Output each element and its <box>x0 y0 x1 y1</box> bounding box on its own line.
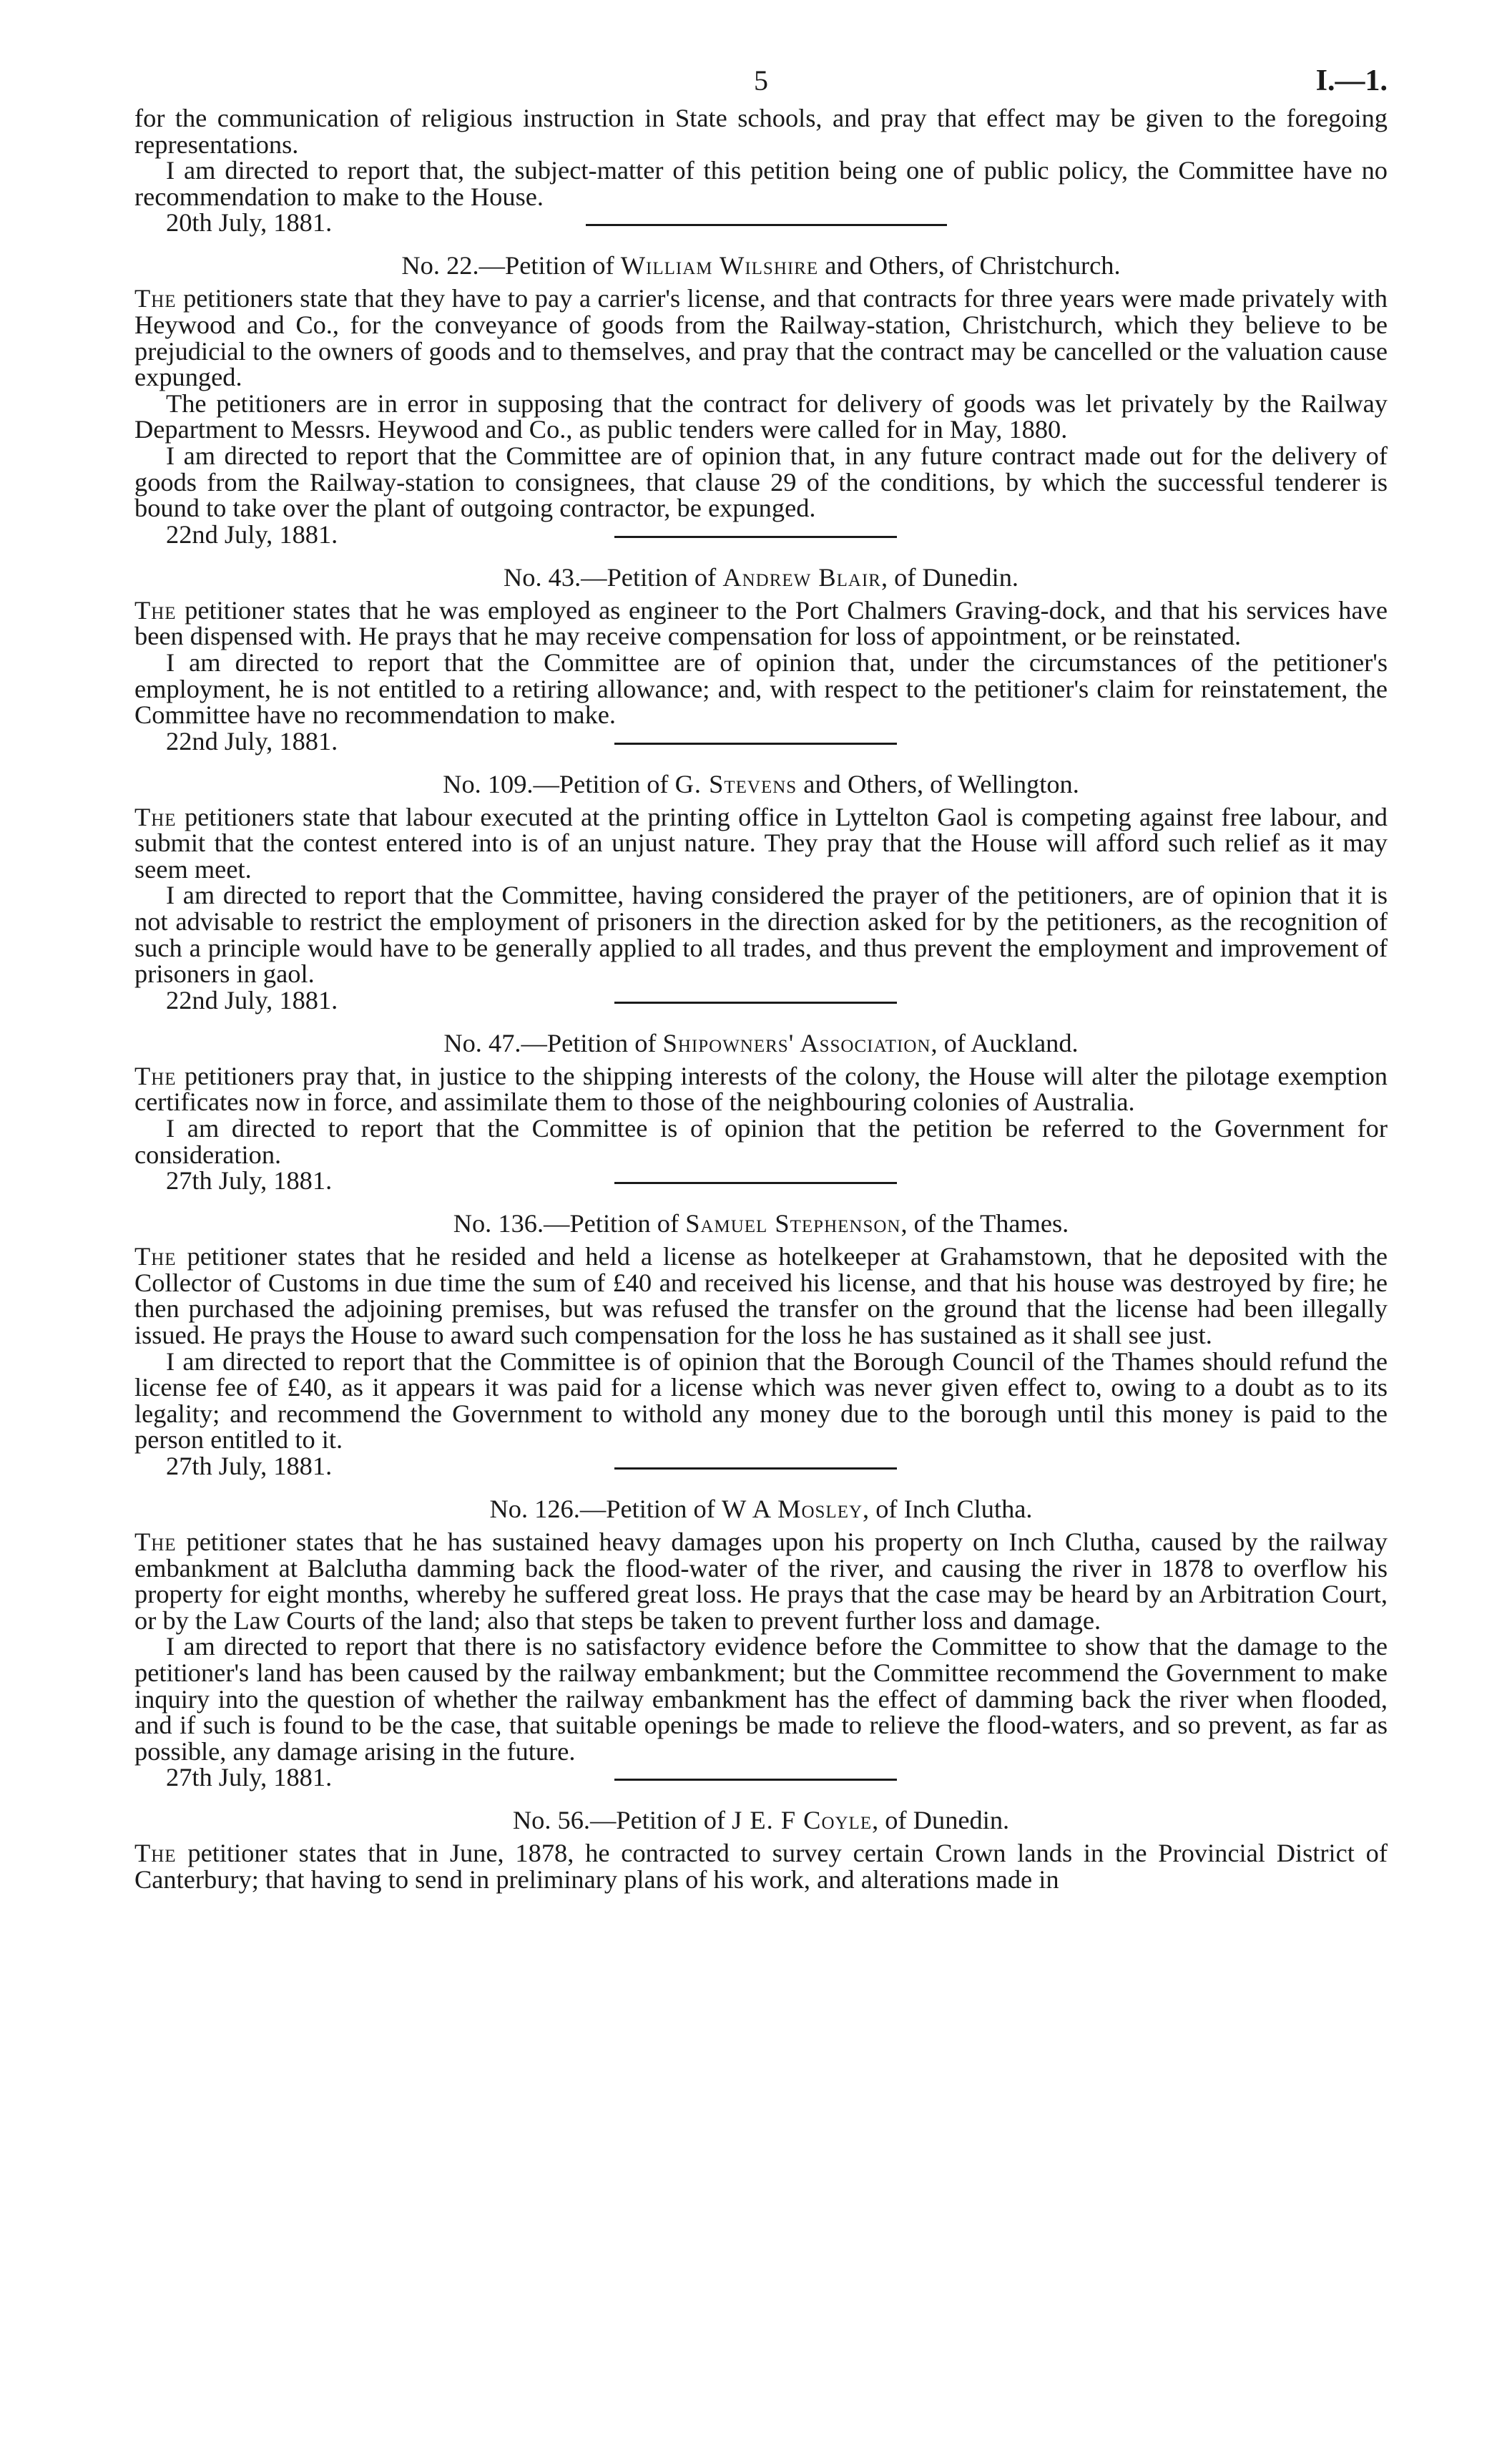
section-divider <box>614 1779 897 1781</box>
petition-heading <box>134 1030 1388 1057</box>
extra-paragraph: The petitioners are in error in supposing that the contract for delivery of goods was let privately by the Railway Department to Messrs. Heywood and Co., as public tenders were called for in May, 1880. <box>134 388 1388 444</box>
petition-origin: , of Dunedin. <box>880 562 1018 592</box>
petition-section <box>134 1807 1388 1892</box>
date-line <box>166 210 1388 236</box>
petition-section <box>134 564 1388 755</box>
petition-number: No. 22.—Petition of <box>401 251 621 280</box>
date-line <box>166 728 1388 755</box>
lead-word: The <box>134 595 177 625</box>
statement-paragraph <box>134 285 1388 390</box>
statement-text: petitioners state that they have to pay a carrier's license, and that contracts for three years were made privately with Heywood and Co., for the conveyance of goods from the Railway-station, Christchurch, which they believe to be prejudicial to the owners of goods and to themselves, and pray that the contract may be cancelled or the valuation cause expunged. <box>134 284 1388 392</box>
date-line <box>166 1168 1388 1194</box>
report-paragraph: I am directed to report that, the subject-matter of this petition being one of public policy, the Committee have no recommendation to make to the House. <box>134 156 1388 211</box>
petition-number: No. 109.—Petition of <box>443 769 675 798</box>
report-date: 22nd July, 1881. <box>166 519 338 549</box>
petition-origin: and Others, of Wellington. <box>797 769 1079 798</box>
petitioner-name: G. Stevens <box>674 769 797 798</box>
statement-paragraph <box>134 1063 1388 1115</box>
petitioner-name: J E. F Coyle <box>732 1806 873 1835</box>
petition-origin: , of Inch Clutha. <box>863 1494 1033 1523</box>
lead-word: The <box>134 802 177 831</box>
section-divider <box>614 1002 897 1004</box>
petition-heading <box>134 1496 1388 1522</box>
statement-text: petitioner states that he resided and held a license as hotelkeeper at Grahamstown, that he deposited with the Collector of Customs in due time the sum of £40 and received his license, and that his house was destroyed by fire; he then purchased the adjoining premises, but was refused the transfer on the ground that the license had been illegally issued. He prays the House to award such compensation for the loss he has sustained as it shall see just. <box>134 1242 1388 1349</box>
petition-heading <box>134 564 1388 591</box>
petition-number: No. 47.—Petition of <box>443 1028 663 1057</box>
statement-text: petitioners pray that, in justice to the shipping interests of the colony, the House will alter the pilotage exemption certificates now in force, and assimilate them to those of the neighbouring colonies of Australia. <box>134 1061 1388 1117</box>
report-paragraph: I am directed to report that the Committee are of opinion that, in any future contract made out for the delivery of goods from the Railway-station to consignees, that clause 29 of the conditions, by which the successful tenderer is bound to take over the plant of outgoing contractor, be expunged. <box>134 441 1388 523</box>
section-divider <box>614 536 897 538</box>
page-number: 5 <box>754 64 768 97</box>
petition-section <box>134 1496 1388 1791</box>
report-date: 27th July, 1881. <box>166 1451 333 1480</box>
petition-number: No. 136.—Petition of <box>453 1209 686 1238</box>
statement-paragraph <box>134 1840 1388 1892</box>
report-paragraph: I am directed to report that the Committee are of opinion that, under the circumstances of the petitioner's employment, he is not entitled to a retiring allowance; and, with respect to the petitioner's claim for reinstatement, the Committee have no recommendation to make. <box>134 647 1388 730</box>
lead-word: The <box>134 1242 177 1271</box>
petition-section <box>134 1211 1388 1480</box>
section-divider <box>614 1467 897 1470</box>
statement-text: petitioner states that in June, 1878, he contracted to survey certain Crown lands in the Provincial District of Canterbury; that having to send in preliminary plans of his work, and alterations made in <box>134 1839 1388 1894</box>
lead-word: The <box>134 1839 177 1868</box>
petition-origin: , of Dunedin. <box>872 1806 1010 1835</box>
statement-text: petitioner states that he was employed as engineer to the Port Chalmers Graving-dock, and that his services have been dispensed with. He prays that he may receive compensation for loss of appointment, or be reinstated. <box>134 595 1388 651</box>
section-divider <box>586 224 947 226</box>
petition-section <box>134 1030 1388 1194</box>
statement-paragraph <box>134 597 1388 650</box>
petition-heading <box>134 1211 1388 1237</box>
petition-origin: , of the Thames. <box>900 1209 1069 1238</box>
petition-origin: , of Auckland. <box>931 1028 1079 1057</box>
date-line <box>166 987 1388 1014</box>
petition-origin: and Others, of Christchurch. <box>818 251 1121 280</box>
petitioner-name: William Wilshire <box>620 251 819 280</box>
report-date: 22nd July, 1881. <box>166 726 338 756</box>
report-date: 27th July, 1881. <box>166 1763 333 1792</box>
report-paragraph: I am directed to report that the Committee, having considered the prayer of the petitioners, are of opinion that it is not advisable to restrict the employment of prisoners in the direction asked for by the petitioners, as the recognition of such a principle would have to be generally applied to all trades, and thus prevent the employment and improvement of prisoners in gaol. <box>134 881 1388 989</box>
petition-number: No. 43.—Petition of <box>504 562 723 592</box>
petitioner-name: Shipowners' Association <box>662 1028 931 1057</box>
intro-section <box>134 105 1388 236</box>
statement-paragraph <box>134 1243 1388 1348</box>
date-line <box>166 1764 1388 1791</box>
date-line <box>166 519 1388 549</box>
document-page <box>134 64 1388 1894</box>
report-paragraph: I am directed to report that the Committee is of opinion that the petition be referred to the Government for consideration. <box>134 1114 1388 1169</box>
petition-number: No. 126.—Petition of <box>489 1494 722 1523</box>
date-line <box>166 1453 1388 1480</box>
petition-section <box>134 771 1388 1014</box>
petition-heading <box>134 253 1388 279</box>
report-paragraph: I am directed to report that there is no satisfactory evidence before the Committee to show that the damage to the petitioner's land has been caused by the railway embankment; but the Committee recommend the Government to make inquiry into the question of whether the railway embankment has the effect of damming back the river when flooded, and if such is found to be the case, that suitable openings be made to relieve the flood-waters, and so prevent, as far as possible, any damage arising in the future. <box>134 1632 1388 1766</box>
petitioner-name: Samuel Stephenson <box>685 1209 901 1238</box>
petition-section <box>134 253 1388 547</box>
statement-text: petitioner states that he has sustained heavy damages upon his property on Inch Clutha, caused by the railway embankment at Balclutha damming back the flood-water of the river, and causing the river in 1878 to overflow his property for eight months, whereby he suffered great loss. He prays that the case may be heard by an Arbitration Court, or by the Law Courts of the land; also that steps be taken to prevent further loss and damage. <box>134 1527 1388 1635</box>
document-reference: I.—1. <box>1315 64 1388 97</box>
report-date: 20th July, 1881. <box>166 208 333 238</box>
petition-heading <box>134 771 1388 798</box>
petition-heading <box>134 1807 1388 1834</box>
report-date: 22nd July, 1881. <box>166 985 338 1015</box>
lead-word: The <box>134 1527 177 1556</box>
petitioner-name: Andrew Blair <box>722 562 881 592</box>
report-date: 27th July, 1881. <box>166 1166 333 1196</box>
lead-word: The <box>134 284 177 313</box>
running-head <box>134 64 1388 105</box>
section-divider <box>614 743 897 745</box>
petitioner-name: W A Mosley <box>721 1494 863 1523</box>
lead-word: The <box>134 1061 177 1090</box>
section-divider <box>614 1182 897 1184</box>
statement-paragraph <box>134 1529 1388 1633</box>
petition-number: No. 56.—Petition of <box>512 1806 732 1835</box>
continuation-paragraph: for the communication of religious instruction in State schools, and pray that effect may be given to the foregoing representations. <box>134 104 1388 159</box>
report-paragraph: I am directed to report that the Committee is of opinion that the Borough Council of the Thames should refund the license fee of £40, as it appears it was paid for a license which was never given effect to, owing to a doubt as to its legality; and recommend the Government to withold any money due to the borough until this money is paid to the person entitled to it. <box>134 1346 1388 1455</box>
statement-paragraph <box>134 804 1388 883</box>
statement-text: petitioners state that labour executed at the printing office in Lyttelton Gaol is competing against free labour, and submit that the contest entered into is of an unjust nature. They pray that the House will afford such relief as it may seem meet. <box>134 802 1388 884</box>
